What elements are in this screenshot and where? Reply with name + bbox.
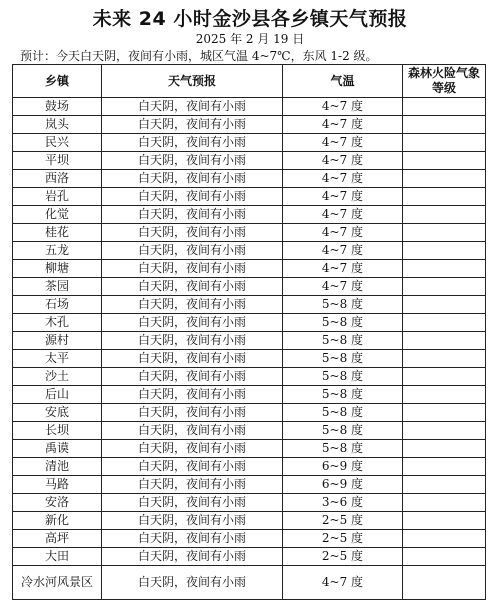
temperature-cell: 5~8 度 (283, 386, 403, 404)
weather-cell: 白天阴，夜间有小雨 (102, 548, 283, 566)
temperature-cell: 5~8 度 (283, 296, 403, 314)
fire-risk-cell (403, 278, 486, 296)
table-row (13, 170, 486, 188)
temperature-cell: 4~7 度 (283, 170, 403, 188)
temperature-cell: 3~6 度 (283, 494, 403, 512)
town-cell: 石场 (13, 296, 102, 314)
weather-cell: 白天阴，夜间有小雨 (102, 368, 283, 386)
fire-risk-cell (403, 242, 486, 260)
fire-risk-cell (403, 548, 486, 566)
town-cell: 沙土 (13, 368, 102, 386)
temperature-cell: 5~8 度 (283, 350, 403, 368)
table-row (13, 440, 486, 458)
fire-risk-cell (403, 404, 486, 422)
weather-cell: 白天阴，夜间有小雨 (102, 134, 283, 152)
temperature-cell: 4~7 度 (283, 278, 403, 296)
weather-cell: 白天阴，夜间有小雨 (102, 296, 283, 314)
fire-risk-cell (403, 350, 486, 368)
table-row (13, 566, 486, 600)
temperature-cell: 4~7 度 (283, 260, 403, 278)
table-row (13, 494, 486, 512)
table-row (13, 386, 486, 404)
table-row (13, 98, 486, 116)
weather-cell: 白天阴，夜间有小雨 (102, 314, 283, 332)
table-row (13, 512, 486, 530)
table-row (13, 314, 486, 332)
fire-risk-cell (403, 224, 486, 242)
town-cell: 安底 (13, 404, 102, 422)
header-weather: 天气预报 (102, 65, 283, 98)
temperature-cell: 5~8 度 (283, 368, 403, 386)
weather-cell: 白天阴，夜间有小雨 (102, 116, 283, 134)
temperature-cell: 4~7 度 (283, 98, 403, 116)
town-cell: 长坝 (13, 422, 102, 440)
fire-risk-cell (403, 458, 486, 476)
weather-cell: 白天阴，夜间有小雨 (102, 512, 283, 530)
table-row (13, 134, 486, 152)
fire-risk-cell (403, 530, 486, 548)
town-cell: 后山 (13, 386, 102, 404)
header-temperature: 气温 (283, 65, 403, 98)
temperature-cell: 2~5 度 (283, 530, 403, 548)
fire-risk-cell (403, 332, 486, 350)
temperature-cell: 4~7 度 (283, 224, 403, 242)
table-row (13, 242, 486, 260)
fire-risk-cell (403, 296, 486, 314)
weather-cell: 白天阴，夜间有小雨 (102, 242, 283, 260)
table-row (13, 224, 486, 242)
table-row (13, 422, 486, 440)
town-cell: 民兴 (13, 134, 102, 152)
temperature-cell: 4~7 度 (283, 134, 403, 152)
fire-risk-cell (403, 476, 486, 494)
table-row (13, 296, 486, 314)
fire-risk-cell (403, 422, 486, 440)
temperature-cell: 6~9 度 (283, 476, 403, 494)
weather-cell: 白天阴，夜间有小雨 (102, 422, 283, 440)
town-cell: 岚头 (13, 116, 102, 134)
temperature-cell: 5~8 度 (283, 404, 403, 422)
weather-cell: 白天阴，夜间有小雨 (102, 98, 283, 116)
town-cell: 化觉 (13, 206, 102, 224)
weather-cell: 白天阴，夜间有小雨 (102, 494, 283, 512)
weather-cell: 白天阴，夜间有小雨 (102, 386, 283, 404)
fire-risk-cell (403, 134, 486, 152)
weather-cell: 白天阴，夜间有小雨 (102, 188, 283, 206)
temperature-cell: 4~7 度 (283, 152, 403, 170)
fire-risk-cell (403, 206, 486, 224)
temperature-cell: 2~5 度 (283, 548, 403, 566)
town-cell: 安洛 (13, 494, 102, 512)
town-cell: 木孔 (13, 314, 102, 332)
fire-risk-cell (403, 512, 486, 530)
weather-cell: 白天阴，夜间有小雨 (102, 350, 283, 368)
table-row (13, 530, 486, 548)
weather-cell: 白天阴，夜间有小雨 (102, 170, 283, 188)
fire-risk-cell (403, 494, 486, 512)
table-row (13, 260, 486, 278)
town-cell: 太平 (13, 350, 102, 368)
town-cell: 鼓场 (13, 98, 102, 116)
town-cell: 新化 (13, 512, 102, 530)
weather-cell: 白天阴，夜间有小雨 (102, 476, 283, 494)
city-forecast-summary: 预计：今天白天阴，夜间有小雨，城区气温 4~7℃，东风 1-2 级。 (20, 49, 378, 63)
weather-cell: 白天阴，夜间有小雨 (102, 530, 283, 548)
table-row (13, 278, 486, 296)
temperature-cell: 5~8 度 (283, 440, 403, 458)
town-cell: 平坝 (13, 152, 102, 170)
table-header-row (13, 65, 486, 98)
temperature-cell: 4~7 度 (283, 566, 403, 600)
fire-risk-cell (403, 314, 486, 332)
fire-risk-cell (403, 368, 486, 386)
header-fire-risk: 森林火险气象等级 (403, 65, 486, 98)
weather-cell: 白天阴，夜间有小雨 (102, 206, 283, 224)
temperature-cell: 2~5 度 (283, 512, 403, 530)
fire-risk-cell (403, 386, 486, 404)
town-cell: 源村 (13, 332, 102, 350)
weather-cell: 白天阴，夜间有小雨 (102, 260, 283, 278)
fire-risk-cell (403, 566, 486, 600)
weather-cell: 白天阴，夜间有小雨 (102, 458, 283, 476)
weather-cell: 白天阴，夜间有小雨 (102, 404, 283, 422)
town-cell: 大田 (13, 548, 102, 566)
table-row (13, 152, 486, 170)
page-title: 未来 24 小时金沙县各乡镇天气预报 (92, 8, 408, 30)
temperature-cell: 4~7 度 (283, 206, 403, 224)
temperature-cell: 5~8 度 (283, 314, 403, 332)
town-cell: 马路 (13, 476, 102, 494)
table-row (13, 350, 486, 368)
town-cell: 高坪 (13, 530, 102, 548)
town-cell: 清池 (13, 458, 102, 476)
weather-cell: 白天阴，夜间有小雨 (102, 440, 283, 458)
header-town: 乡镇 (13, 65, 102, 98)
temperature-cell: 6~9 度 (283, 458, 403, 476)
fire-risk-cell (403, 260, 486, 278)
table-body (13, 98, 486, 600)
weather-cell: 白天阴，夜间有小雨 (102, 278, 283, 296)
town-cell: 冷水河风景区 (13, 566, 102, 600)
table-row (13, 458, 486, 476)
town-cell: 五龙 (13, 242, 102, 260)
fire-risk-cell (403, 188, 486, 206)
table-row (13, 188, 486, 206)
temperature-cell: 5~8 度 (283, 422, 403, 440)
weather-cell: 白天阴，夜间有小雨 (102, 152, 283, 170)
town-cell: 西洛 (13, 170, 102, 188)
town-cell: 岩孔 (13, 188, 102, 206)
town-cell: 桂花 (13, 224, 102, 242)
issue-date: 2025 年 2 月 19 日 (195, 32, 305, 46)
weather-cell: 白天阴，夜间有小雨 (102, 224, 283, 242)
town-cell: 禹谟 (13, 440, 102, 458)
fire-risk-cell (403, 116, 486, 134)
table-row (13, 206, 486, 224)
fire-risk-cell (403, 152, 486, 170)
town-cell: 茶园 (13, 278, 102, 296)
weather-cell: 白天阴，夜间有小雨 (102, 332, 283, 350)
fire-risk-cell (403, 98, 486, 116)
weather-cell: 白天阴，夜间有小雨 (102, 566, 283, 600)
table-row (13, 368, 486, 386)
table-row (13, 116, 486, 134)
temperature-cell: 4~7 度 (283, 188, 403, 206)
temperature-cell: 4~7 度 (283, 116, 403, 134)
table-row (13, 404, 486, 422)
temperature-cell: 5~8 度 (283, 332, 403, 350)
temperature-cell: 4~7 度 (283, 242, 403, 260)
town-cell: 柳塘 (13, 260, 102, 278)
table-row (13, 332, 486, 350)
fire-risk-cell (403, 170, 486, 188)
fire-risk-cell (403, 440, 486, 458)
township-forecast-table (12, 64, 486, 600)
table-row (13, 548, 486, 566)
table-row (13, 476, 486, 494)
